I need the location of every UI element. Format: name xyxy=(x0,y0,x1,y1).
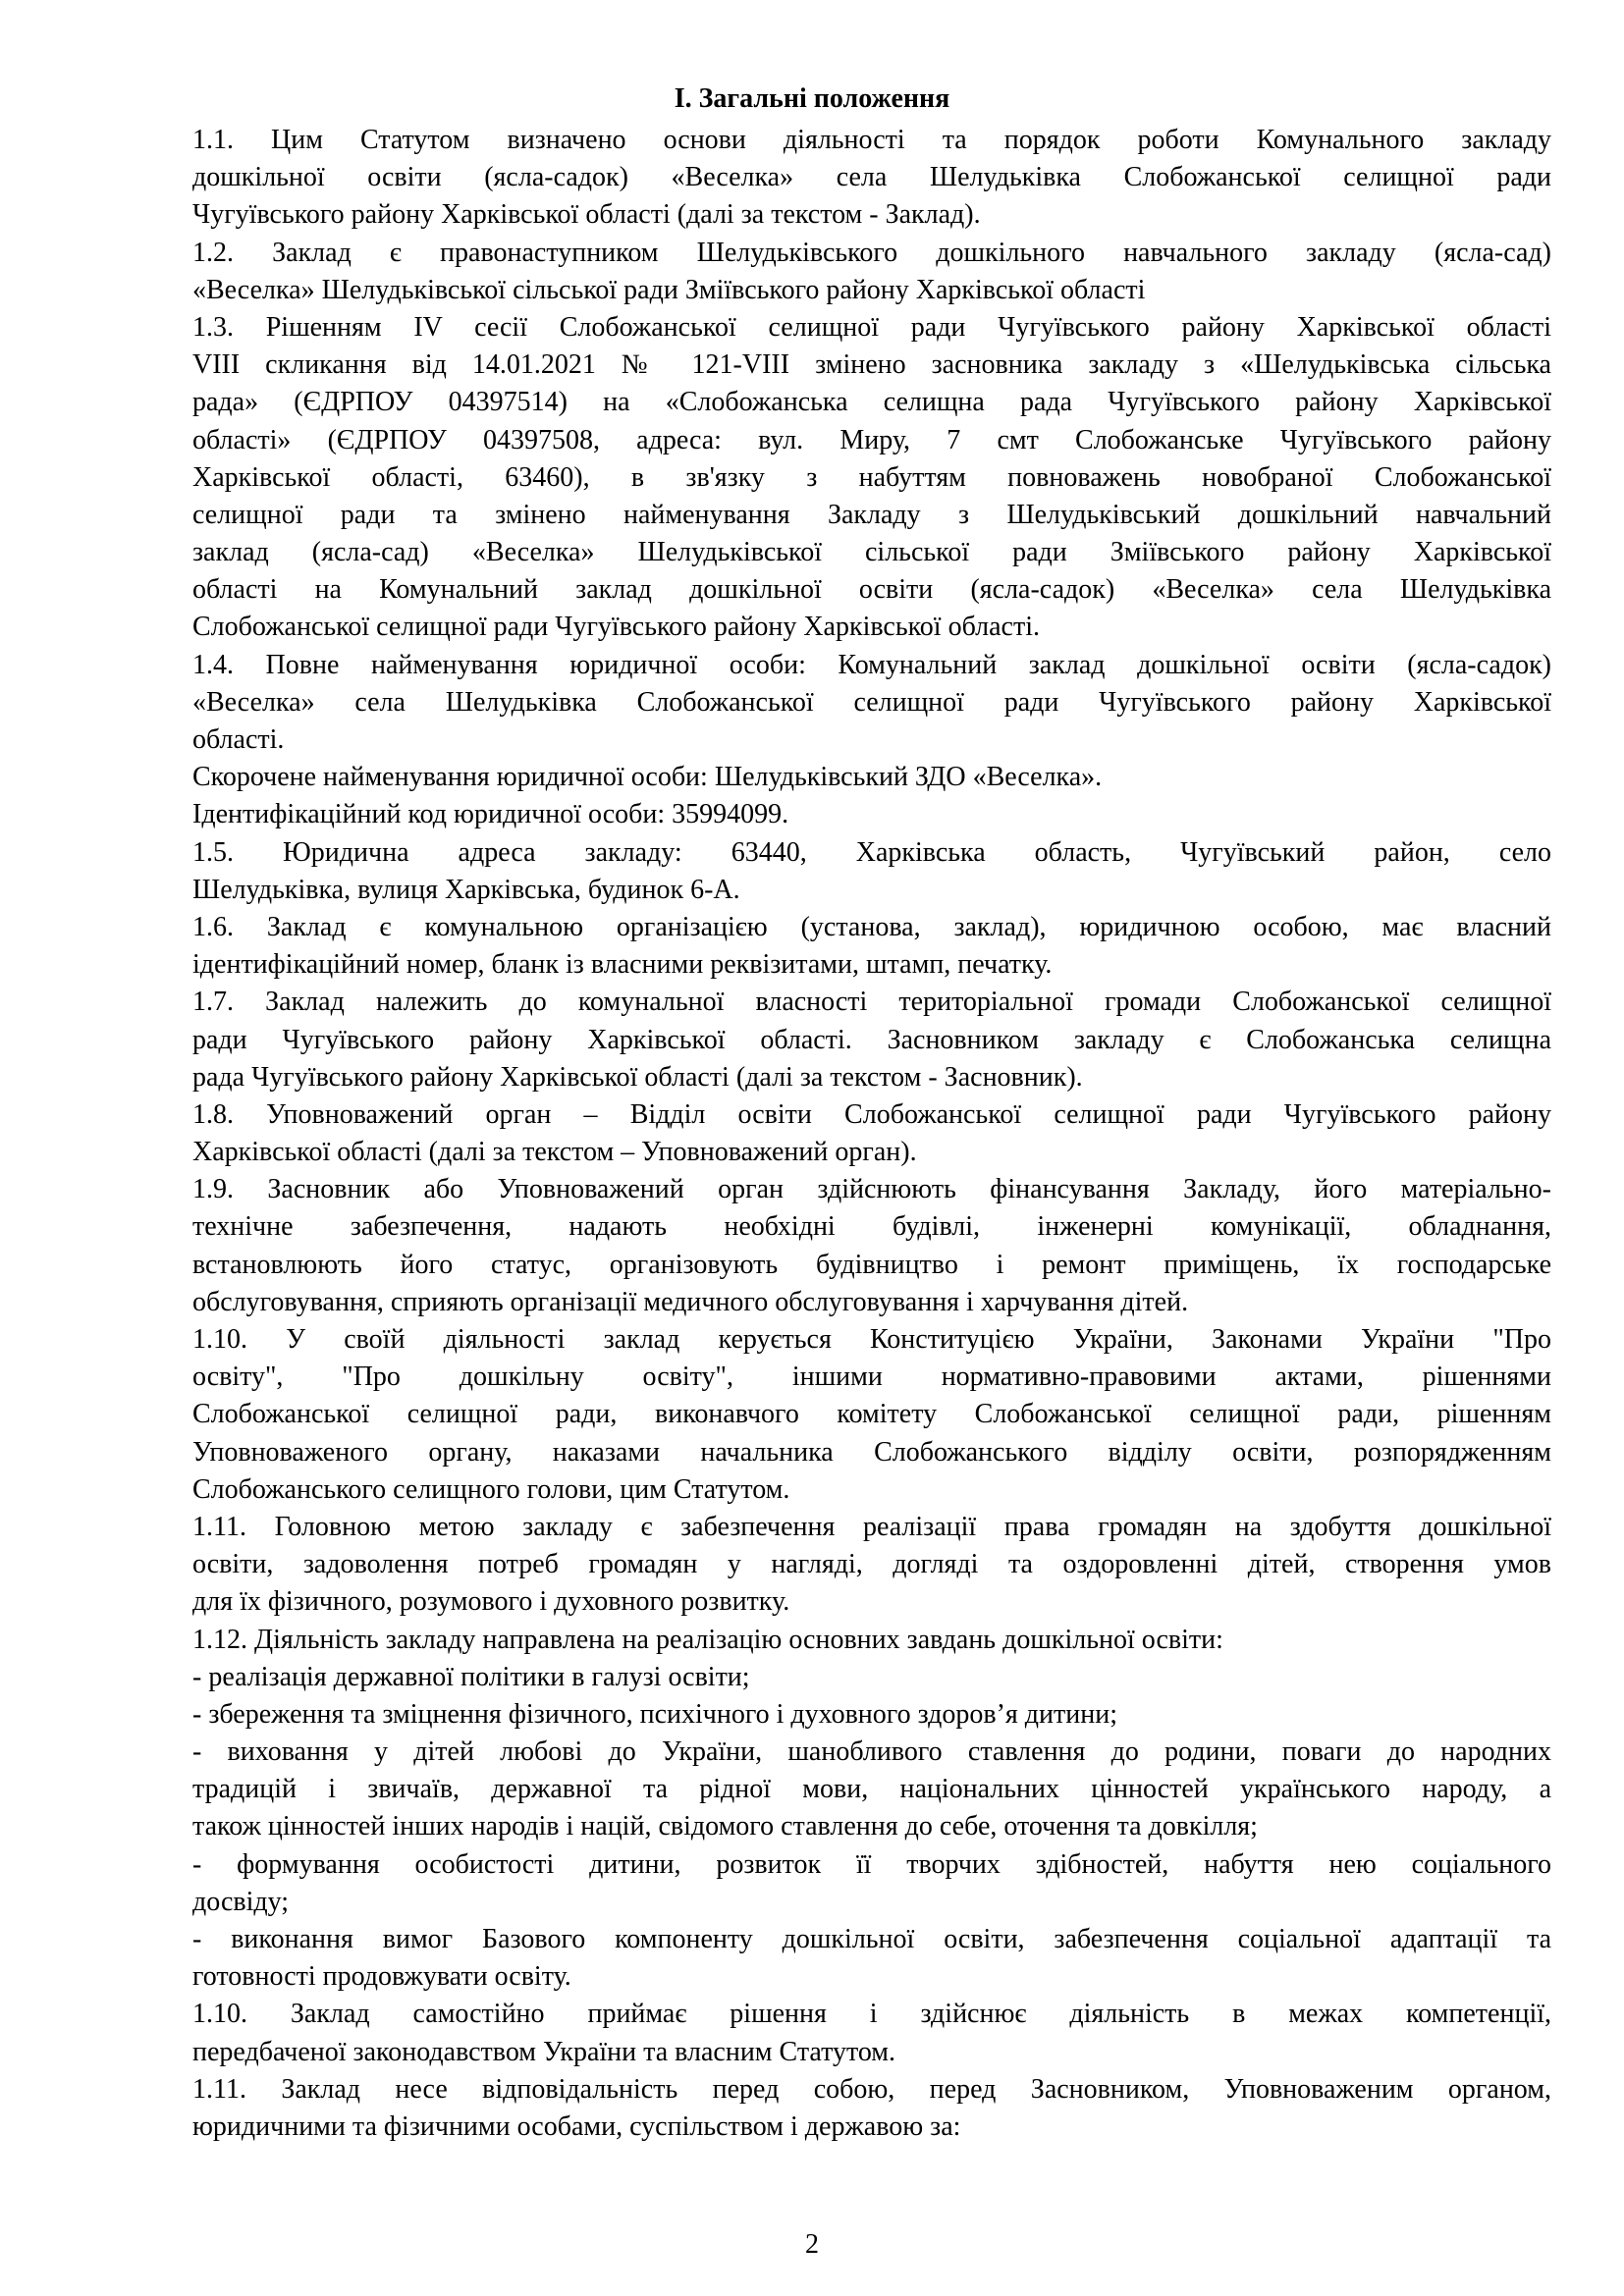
text-line: 1.4. Повне найменування юридичної особи: Комунальний заклад дошкільної освіти (ясла-садок) xyxy=(192,649,1551,680)
text-line: області» (ЄДРПОУ 04397508, адреса: вул. Миру, 7 смт Слобожанське Чугуївського району xyxy=(192,424,1551,455)
text-line: Уповноваженого органу, наказами начальника Слобожанського відділу освіти, розпорядженням xyxy=(192,1436,1551,1468)
text-line: - реалізація державної політики в галузі освіти; xyxy=(192,1661,750,1692)
text-line: Слобожанського селищного голови, цим Статутом. xyxy=(192,1473,790,1505)
text-line: ідентифікаційний номер, бланк із власними реквізитами, штамп, печатку. xyxy=(192,949,1053,981)
text-line: селищної ради та змінено найменування Закладу з Шелудьківський дошкільний навчальний xyxy=(192,499,1551,530)
paragraph xyxy=(192,1321,1551,1509)
text-line: 1.3. Рішенням IV сесії Слобожанської селищної ради Чугуївського району Харківської області xyxy=(192,311,1551,343)
paragraph xyxy=(192,796,1551,833)
paragraph xyxy=(192,1696,1551,1734)
paragraph xyxy=(192,984,1551,1096)
text-line: для їх фізичного, розумового і духовного розвитку. xyxy=(192,1586,790,1618)
text-line: 1.11. Головною метою закладу є забезпечення реалізації права громадян на здобуття дошкільної xyxy=(192,1511,1551,1542)
text-line: області на Комунальний заклад дошкільної освіти (ясла-садок) «Веселка» села Шелудьківка xyxy=(192,574,1551,606)
text-line: встановлюють його статус, організовують будівництво і ремонт приміщень, їх господарське xyxy=(192,1249,1551,1280)
text-line: 1.2. Заклад є правонаступником Шелудьківського дошкільного навчального закладу (ясла-сад) xyxy=(192,237,1551,268)
paragraph xyxy=(192,1846,1551,1921)
text-line: Скорочене найменування юридичної особи: Шелудьківський ЗДО «Веселка». xyxy=(192,762,1103,793)
text-line: традицій і звичаїв, державної та рідної мови, національних цінностей українського народу, а xyxy=(192,1774,1551,1805)
paragraph xyxy=(192,759,1551,796)
text-line: Шелудьківка, вулиця Харківська, будинок 6-А. xyxy=(192,874,740,905)
paragraph xyxy=(192,1509,1551,1622)
text-line: - виховання у дітей любові до України, шанобливого ставлення до родини, поваги до народних xyxy=(192,1736,1551,1768)
text-line: VIII скликання від 14.01.2021 № 121-VIII змінено засновника закладу з «Шелудьківська сільська xyxy=(192,349,1551,381)
paragraph xyxy=(192,235,1551,309)
paragraph xyxy=(192,1622,1551,1659)
text-line: передбаченої законодавством України та власним Статутом. xyxy=(192,2036,896,2067)
paragraph xyxy=(192,1734,1551,1846)
text-line: 1.11. Заклад несе відповідальність перед собою, перед Засновником, Уповноваженим органом, xyxy=(192,2073,1551,2105)
text-line: 1.10. Заклад самостійно приймає рішення і здійснює діяльність в межах компетенції, xyxy=(192,1999,1551,2030)
paragraph xyxy=(192,1921,1551,1996)
paragraph xyxy=(192,1096,1551,1171)
paragraph xyxy=(192,834,1551,909)
text-line: 1.5. Юридична адреса закладу: 63440, Харківська область, Чугуївський район, село xyxy=(192,836,1551,868)
text-line: обслуговування, сприяють організації медичного обслуговування і харчування дітей. xyxy=(192,1286,1189,1317)
text-line: дошкільної освіти (ясла-садок) «Веселка» села Шелудьківка Слобожанської селищної ради xyxy=(192,162,1551,193)
text-line: - формування особистості дитини, розвиток її творчих здібностей, набуття нею соціального xyxy=(192,1848,1551,1880)
paragraph xyxy=(192,1659,1551,1696)
text-line: 1.12. Діяльність закладу направлена на реалізацію основних завдань дошкільної освіти: xyxy=(192,1624,1223,1655)
page-number: 2 xyxy=(805,2229,819,2260)
text-line: також цінностей інших народів і націй, свідомого ставлення до себе, оточення та довкілля; xyxy=(192,1811,1258,1842)
paragraph xyxy=(192,2071,1551,2146)
text-line: готовності продовжувати освіту. xyxy=(192,1961,571,1993)
paragraph xyxy=(192,122,1551,235)
text-line: Харківської області (далі за текстом – Уповноважений орган). xyxy=(192,1137,917,1168)
paragraph xyxy=(192,1171,1551,1321)
text-line: 1.10. У своїй діяльності заклад керується Конституцією України, Законами України "Про xyxy=(192,1324,1551,1355)
text-line: Харківської області, 63460), в зв'язку з набуттям повноважень новобраної Слобожанської xyxy=(192,461,1551,493)
text-line: 1.1. Цим Статутом визначено основи діяльності та порядок роботи Комунального закладу xyxy=(192,125,1551,155)
text-line: «Веселка» Шелудьківської сільської ради Зміївського району Харківської області xyxy=(192,274,1146,305)
section-title: I. Загальні положення xyxy=(674,83,950,114)
text-line: освіти, задоволення потреб громадян у нагляді, догляді та оздоровленні дітей, створення умов xyxy=(192,1549,1551,1580)
paragraph xyxy=(192,909,1551,984)
text-line: ради Чугуївського району Харківської області. Засновником закладу є Слобожанська селищна xyxy=(192,1024,1551,1055)
text-line: рада Чугуївського району Харківської області (далі за текстом - Засновник). xyxy=(192,1061,1083,1093)
text-line: Ідентифікаційний код юридичної особи: 35994099. xyxy=(192,799,789,830)
text-line: 1.8. Уповноважений орган – Відділ освіти Слобожанської селищної ради Чугуївського району xyxy=(192,1098,1551,1130)
text-line: Чугуївського району Харківської області (далі за текстом - Заклад). xyxy=(192,199,981,231)
text-line: освіту", "Про дошкільну освіту", іншими нормативно-правовими актами, рішеннями xyxy=(192,1362,1551,1393)
text-line: «Веселка» села Шелудьківка Слобожанської селищної ради Чугуївського району Харківської xyxy=(192,686,1551,718)
text-line: рада» (ЄДРПОУ 04397514) на «Слобожанська селищна рада Чугуївського району Харківської xyxy=(192,387,1551,418)
text-line: 1.9. Засновник або Уповноважений орган здійснюють фінансування Закладу, його матеріально- xyxy=(192,1174,1551,1205)
text-line: заклад (ясла-сад) «Веселка» Шелудьківської сільської ради Зміївського району Харківської xyxy=(192,537,1551,568)
text-line: юридичними та фізичними особами, суспільством і державою за: xyxy=(192,2110,961,2142)
text-line: досвіду; xyxy=(192,1886,290,1917)
paragraph xyxy=(192,309,1551,647)
text-line: технічне забезпечення, надають необхідні будівлі, інженерні комунікації, обладнання, xyxy=(192,1211,1551,1243)
text-line: 1.7. Заклад належить до комунальної власності територіальної громади Слобожанської селищної xyxy=(192,987,1551,1018)
paragraph xyxy=(192,1996,1551,2070)
paragraph xyxy=(192,647,1551,760)
text-line: області. xyxy=(192,724,285,755)
text-line: - збереження та зміцнення фізичного, психічного і духовного здоров’я дитини; xyxy=(192,1698,1118,1730)
text-line: Слобожанської селищної ради, виконавчого комітету Слобожанської селищної ради, рішенням xyxy=(192,1399,1551,1430)
text-line: Слобожанської селищної ради Чугуївського району Харківської області. xyxy=(192,612,1040,643)
text-line: 1.6. Заклад є комунальною організацією (установа, заклад), юридичною особою, має власний xyxy=(192,911,1551,942)
document-body xyxy=(192,122,1551,2146)
text-line: - виконання вимог Базового компоненту дошкільної освіти, забезпечення соціальної адаптації та xyxy=(192,1924,1551,1954)
